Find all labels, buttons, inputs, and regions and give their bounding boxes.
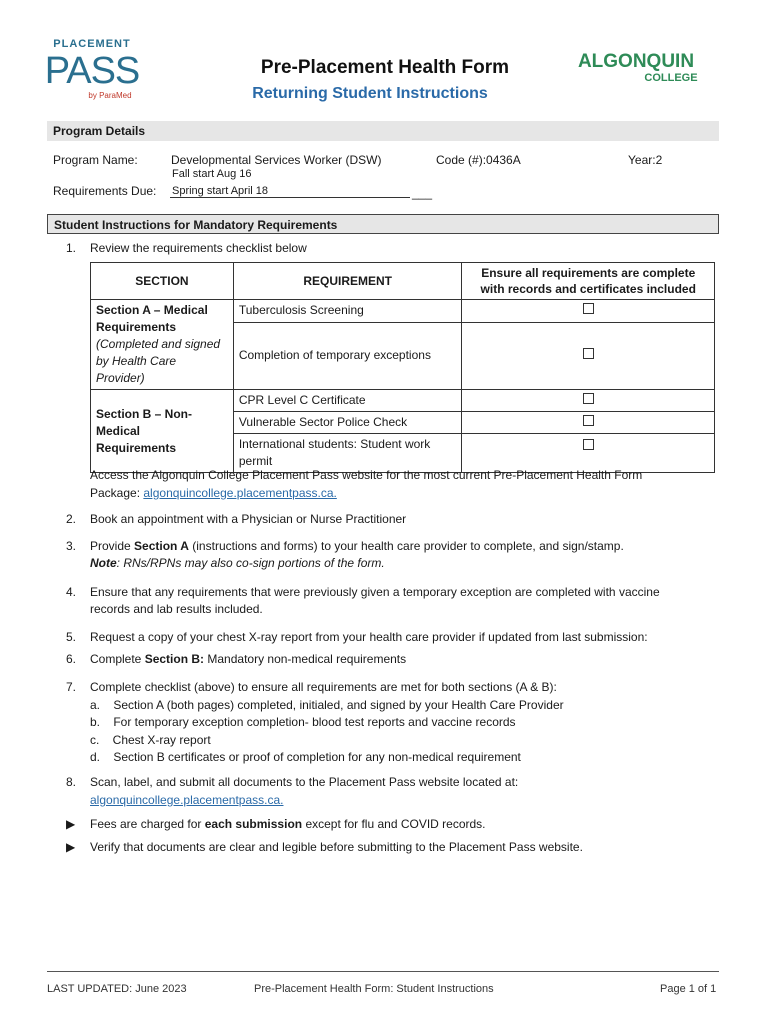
step-8-text: Scan, label, and submit all documents to the Placement Pass website located at: — [90, 775, 519, 789]
program-year: Year:2 — [628, 153, 663, 167]
page-subtitle-text: Returning Student Instructions — [252, 85, 488, 102]
program-name-value: Developmental Services Worker (DSW) — [171, 153, 382, 167]
bullet-arrow-icon: ▶ — [66, 840, 76, 854]
logo-by-paramed-text: by ParaMed — [88, 91, 132, 100]
program-details-heading: Program Details — [47, 121, 719, 141]
check-cpr-cell — [462, 390, 715, 412]
checkbox-police-check[interactable] — [583, 415, 594, 426]
step-1-number: 1. — [66, 241, 77, 255]
requirements-checklist-table — [90, 262, 715, 473]
bullet-verify-text: Verify that documents are clear and legible before submitting to the Placement Pass website. — [90, 840, 583, 854]
req-police-check: Vulnerable Sector Police Check — [233, 412, 462, 434]
table-row — [91, 390, 715, 412]
checkbox-tuberculosis[interactable] — [583, 303, 594, 314]
step-7b: b. For temporary exception completion- blood test reports and vaccine records — [90, 715, 516, 729]
table-row — [91, 300, 715, 323]
placement-pass-link[interactable]: algonquincollege.placementpass.ca. — [143, 486, 337, 500]
footer-page-number: Page 1 of 1 — [660, 983, 717, 995]
access-line-2 — [90, 486, 337, 500]
step-1-text: Review the requirements checklist below — [90, 241, 307, 255]
bullet-arrow-icon: ▶ — [66, 817, 76, 831]
section-b-cell — [91, 390, 234, 473]
due-trailing-blank: ___ — [412, 186, 433, 200]
section-b-title-1: Section B – Non- — [96, 406, 193, 421]
header-ensure-line1: Ensure all requirements are complete — [481, 266, 696, 280]
section-a-title-1: Section A – Medical — [96, 303, 208, 317]
header-ensure — [462, 263, 715, 300]
logo-pass-text: PASS — [44, 50, 140, 92]
program-name-label: Program Name: — [53, 153, 138, 167]
step-4-line-2: records and lab results included. — [90, 602, 263, 616]
step-6-text: Complete Section B: Mandatory non-medical requirements — [90, 652, 407, 666]
checkbox-international[interactable] — [583, 439, 594, 450]
page-title: Pre-Placement Health Form — [260, 57, 510, 78]
logo-placement-text: PLACEMENT — [53, 38, 131, 50]
step-7a: a. Section A (both pages) completed, initialed, and signed by your Health Care Provider — [90, 697, 564, 712]
section-a-cell — [91, 300, 234, 390]
step-2-number: 2. — [66, 512, 77, 526]
step-2-text: Book an appointment with a Physician or Nurse Practitioner — [90, 512, 407, 526]
due-underline — [170, 197, 410, 198]
page-subtitle — [0, 85, 740, 103]
section-a-note-3: Provider) — [96, 371, 145, 385]
header-ensure-line2: with records and certificates included — [480, 282, 696, 296]
step-5-number: 5. — [66, 630, 77, 644]
bullet-fees-bold: each submission — [204, 817, 303, 831]
step-3-number: 3. — [66, 539, 77, 553]
step-7c: c. Chest X-ray report — [90, 732, 211, 747]
step-6-section-b: Section B: — [144, 652, 205, 666]
step-4-number: 4. — [66, 585, 77, 599]
req-international-line1: International students: Student work — [238, 437, 431, 451]
checkbox-cpr[interactable] — [583, 393, 594, 404]
program-code: Code (#):0436A — [436, 153, 521, 167]
req-international — [233, 434, 462, 473]
step-4-line-1: Ensure that any requirements that were previously given a temporary exception are completed with vaccine — [90, 585, 660, 599]
step-7-text: Complete checklist (above) to ensure all requirements are met for both sections (A & B): — [90, 680, 557, 694]
logo-college-text: COLLEGE — [644, 72, 698, 84]
section-b-title-2: Medical — [96, 423, 141, 438]
due-fall-start: Fall start Aug 16 — [172, 168, 252, 180]
section-a-note-2: by Health Care — [96, 354, 177, 368]
section-a-title-2: Requirements — [96, 320, 177, 334]
section-b-title-3: Requirements — [96, 440, 177, 455]
check-police-cell — [462, 412, 715, 434]
step-7-number: 7. — [66, 680, 77, 694]
step-6-number: 6. — [66, 652, 77, 666]
header-section: SECTION — [91, 263, 234, 300]
placement-pass-link-2[interactable]: algonquincollege.placementpass.ca. — [90, 792, 284, 807]
step-7d: d. Section B certificates or proof of completion for any non-medical requirement — [90, 750, 521, 764]
req-international-line2: permit — [238, 454, 273, 468]
step-8-number: 8. — [66, 775, 77, 789]
table-header-row — [91, 263, 715, 300]
checkbox-temporary-exceptions[interactable] — [583, 348, 594, 359]
access-line-1: Access the Algonquin College Placement Pass website for the most current Pre-Placement Health Form — [90, 468, 643, 482]
check-international-cell — [462, 434, 715, 473]
due-spring-start: Spring start April 18 — [172, 185, 268, 197]
bullet-fees-text: Fees are charged for each submission except for flu and COVID records. — [90, 817, 486, 831]
req-cpr: CPR Level C Certificate — [233, 390, 462, 412]
check-tuberculosis-cell — [462, 300, 715, 323]
footer-divider — [47, 971, 719, 972]
student-instructions-heading: Student Instructions for Mandatory Requirements — [47, 214, 719, 234]
check-temporary-cell — [462, 322, 715, 390]
logo-algonquin-text: ALGONQUIN — [577, 51, 695, 72]
step-5-text: Request a copy of your chest X-ray report from your health care provider if updated from last submission: — [90, 630, 648, 644]
step-3-note: Note: RNs/RPNs may also co-sign portions of the form. — [90, 556, 385, 570]
requirements-due-label: Requirements Due: — [53, 184, 157, 198]
step-3-section-a: Section A — [134, 539, 189, 553]
section-a-note-1: (Completed and signed — [96, 337, 221, 351]
footer-doc-title: Pre-Placement Health Form: Student Instructions — [254, 983, 494, 995]
access-package-label: Package: — [90, 486, 144, 500]
footer-last-updated: LAST UPDATED: June 2023 — [47, 983, 187, 995]
step-3-text: Provide Section A (instructions and forms) to your health care provider to complete, and sign/stamp. — [90, 539, 624, 553]
header-requirement: REQUIREMENT — [233, 263, 462, 300]
req-temporary-exceptions: Completion of temporary exceptions — [233, 322, 462, 390]
req-tuberculosis: Tuberculosis Screening — [233, 300, 462, 323]
